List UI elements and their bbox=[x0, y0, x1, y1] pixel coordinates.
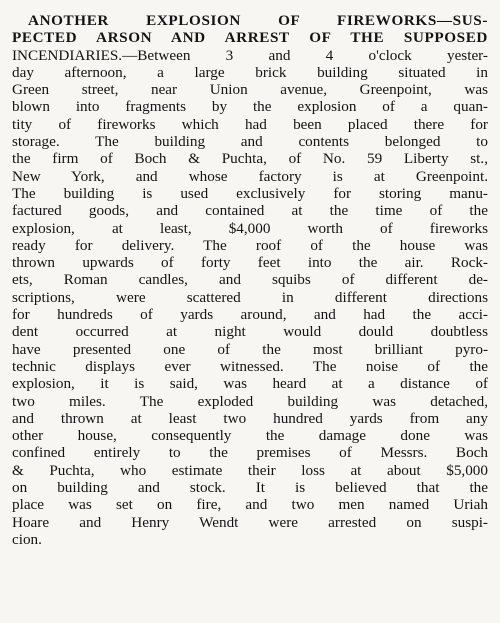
article-line-30: Hoare and Henry Wendt were arrested on suspi- bbox=[12, 513, 488, 531]
article-line-7: tity of fireworks which had been placed there for bbox=[12, 115, 488, 133]
article-line-12: factured goods, and contained at the time of the bbox=[12, 202, 488, 220]
article-line-15: thrown upwards of forty feet into the air. Rock- bbox=[12, 254, 488, 272]
article-line-21: technic displays ever witnessed. The noise of the bbox=[12, 357, 488, 375]
article-line-19: dent occurred at night would dould doubtless bbox=[12, 323, 488, 341]
headline-line-2: PECTED ARSON AND ARREST OF THE SUPPOSED bbox=[12, 29, 488, 47]
article-line-18: for hundreds of yards around, and had the acci- bbox=[12, 306, 488, 324]
article-line-24: and thrown at least two hundred yards from any bbox=[12, 409, 488, 427]
article-line-16: ets, Roman candles, and squibs of different de- bbox=[12, 271, 488, 289]
article-line-10: New York, and whose factory is at Greenpoint. bbox=[12, 167, 488, 185]
article-line-26: confined entirely to the premises of Messrs. Boch bbox=[12, 444, 488, 462]
article-line-28: on building and stock. It is believed that the bbox=[12, 479, 488, 497]
article-line-3: INCENDIARIES.—Between 3 and 4 o'clock yester- bbox=[12, 46, 488, 64]
article-line-27: & Puchta, who estimate their loss at about $5,000 bbox=[12, 461, 488, 479]
article-line-14: ready for delivery. The roof of the house was bbox=[12, 236, 488, 254]
article-line-4: day afternoon, a large brick building situated in bbox=[12, 63, 488, 81]
article-line-23: two miles. The exploded building was detached, bbox=[12, 392, 488, 410]
article-line-25: other house, consequently the damage done was bbox=[12, 427, 488, 445]
article-line-20: have presented one of the most brilliant pyro- bbox=[12, 340, 488, 358]
article-line-29: place was set on fire, and two men named Uriah bbox=[12, 496, 488, 514]
article-line-6: blown into fragments by the explosion of a quan- bbox=[12, 98, 488, 116]
headline-line-1: ANOTHER EXPLOSION OF FIREWORKS—SUS- bbox=[28, 12, 488, 29]
article-line-13: explosion, at least, $4,000 worth of fireworks bbox=[12, 219, 488, 237]
article-line-5: Green street, near Union avenue, Greenpoint, was bbox=[12, 81, 488, 99]
article-line-31: cion. bbox=[12, 530, 42, 548]
article-line-8: storage. The building and contents belonged to bbox=[12, 133, 488, 151]
article-line-22: explosion, it is said, was heard at a distance of bbox=[12, 375, 488, 393]
article-text bbox=[12, 12, 488, 548]
article-line-11: The building is used exclusively for storing manu- bbox=[12, 184, 488, 202]
article-line-17: scriptions, were scattered in different directions bbox=[12, 288, 488, 306]
article-line-9: the firm of Boch & Puchta, of No. 59 Liberty st., bbox=[12, 150, 488, 168]
